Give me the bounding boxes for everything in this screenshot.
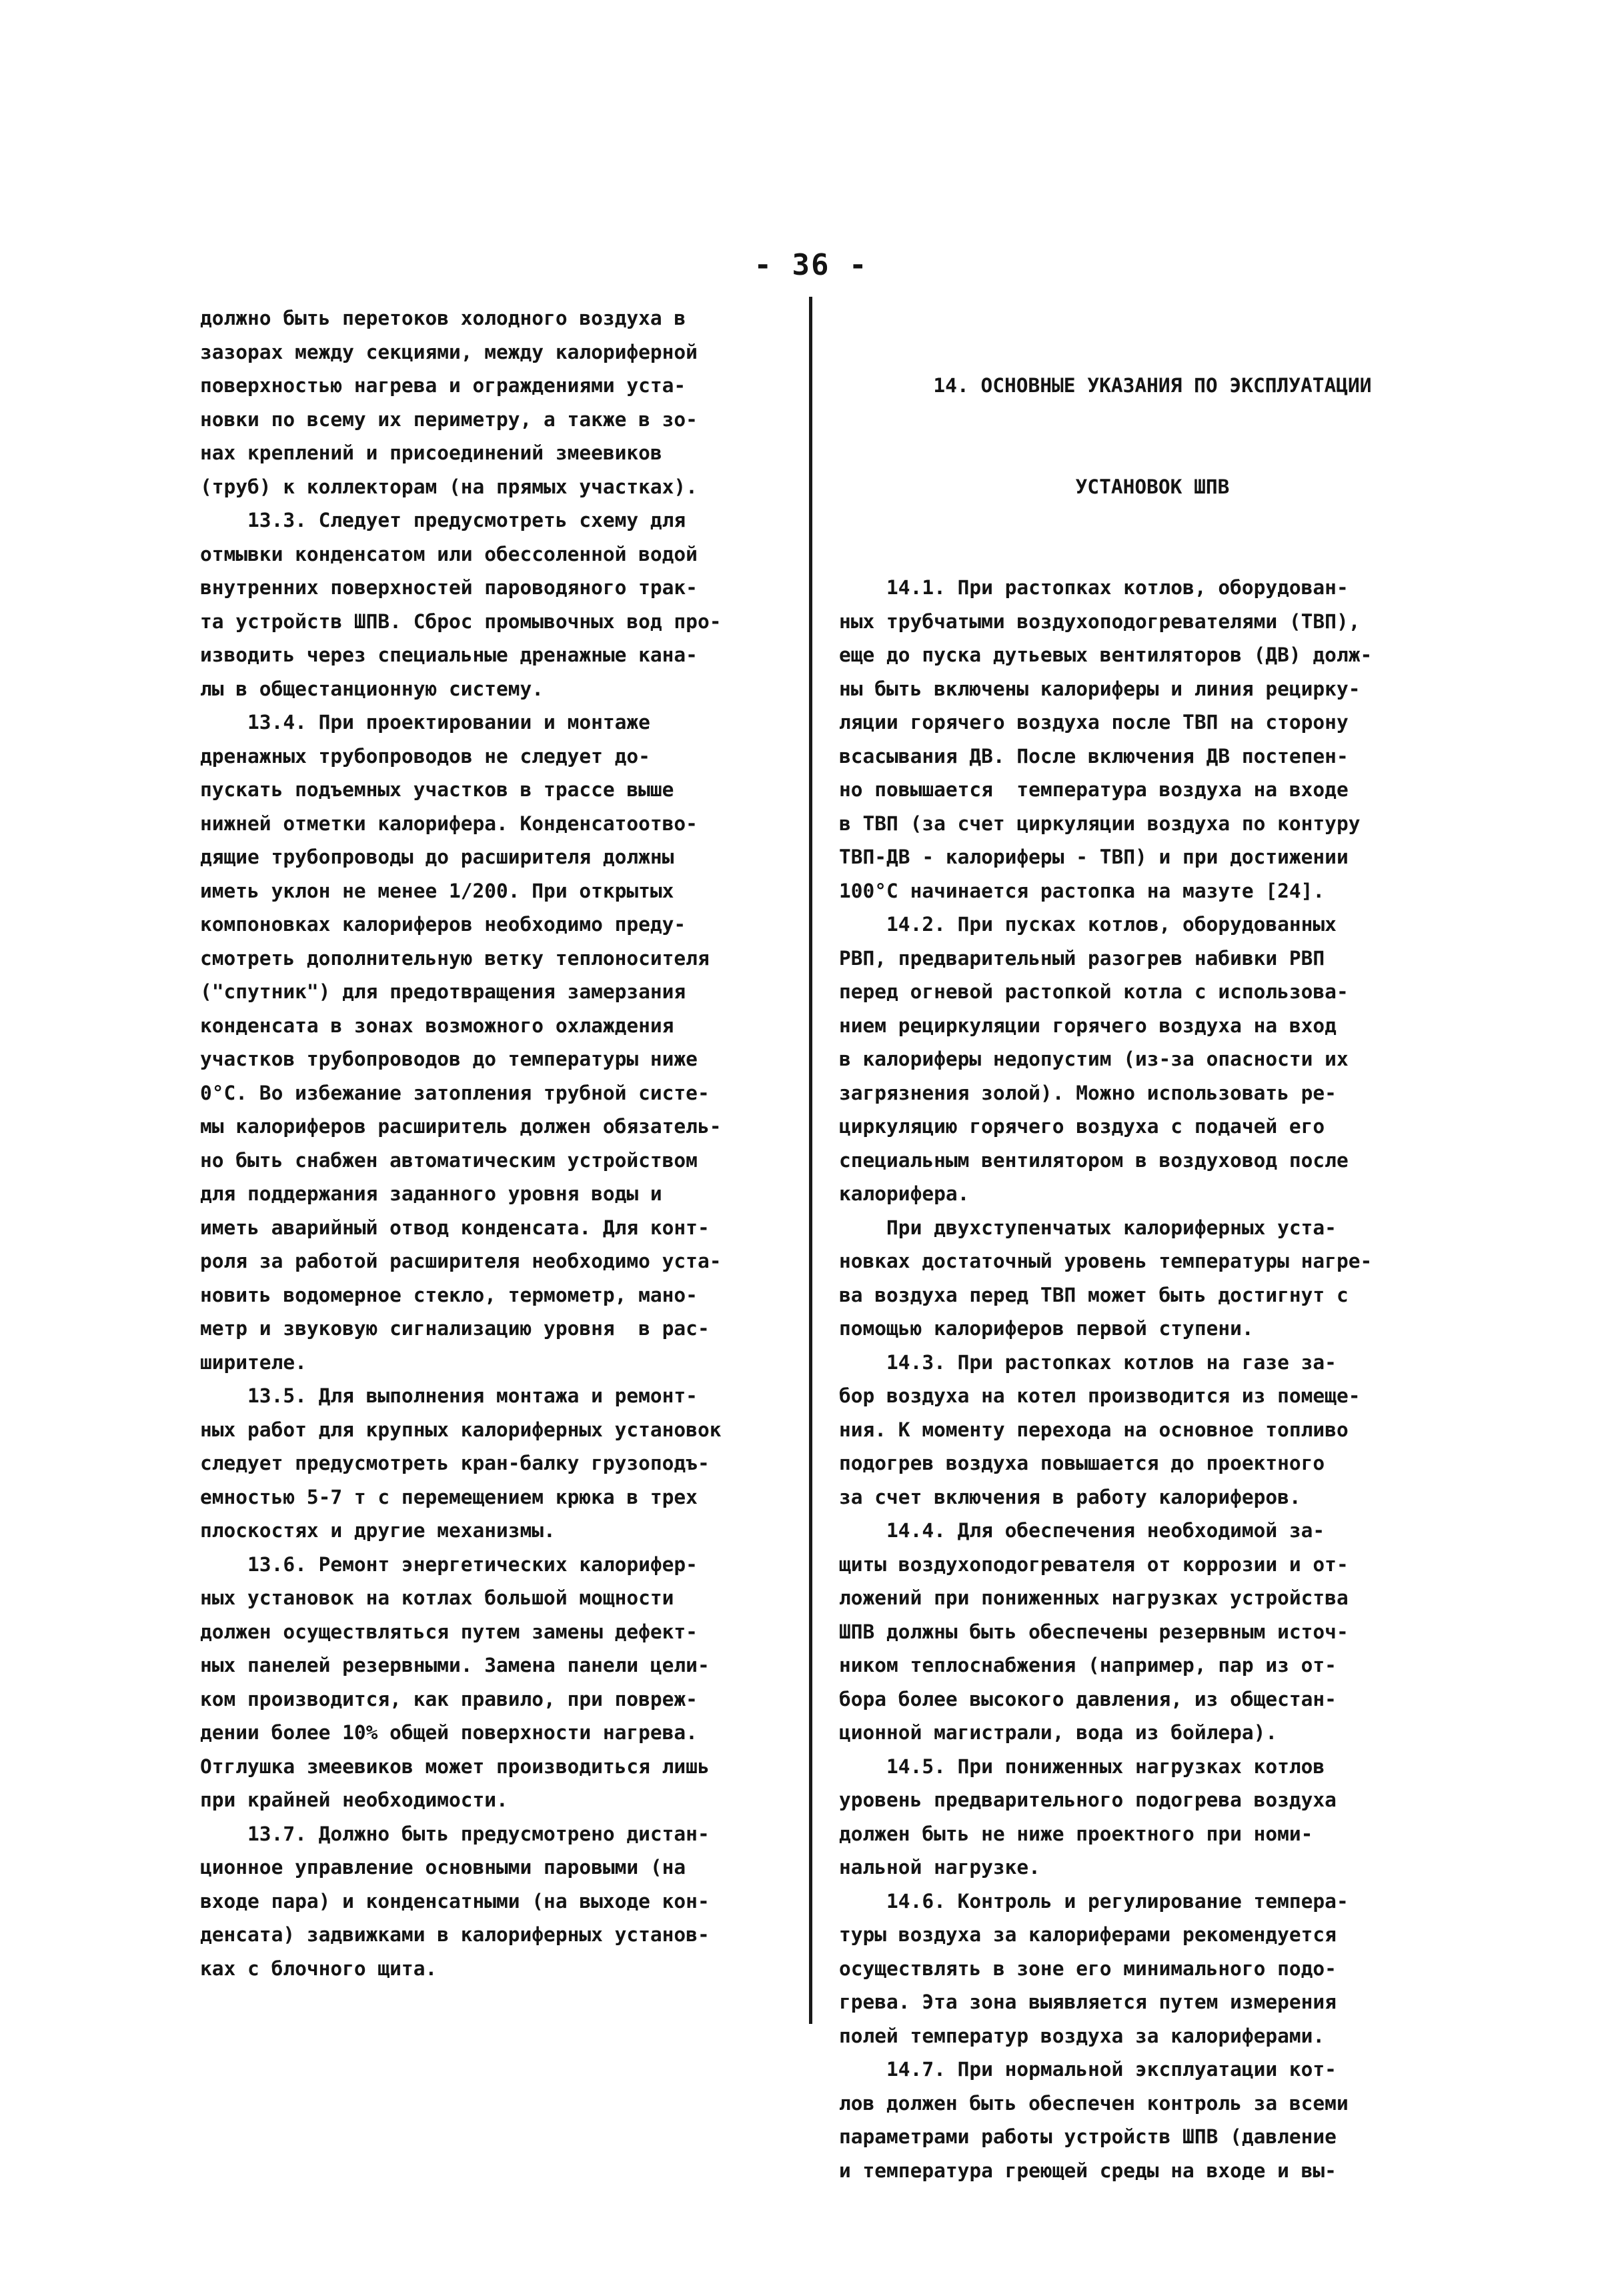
- text-line: дренажных трубопроводов не следует до-: [200, 744, 650, 768]
- text-line: пускать подъемных участков в трассе выше: [200, 778, 674, 801]
- text-line: ных работ для крупных калориферных установок: [200, 1418, 722, 1441]
- text-line: 13.4. При проектировании и монтаже: [200, 711, 650, 734]
- text-line: 14.1. При растопках котлов, оборудован-: [839, 576, 1349, 599]
- text-line: при крайней необходимости.: [200, 1789, 508, 1811]
- text-line: смотреть дополнительную ветку теплоносителя: [200, 946, 710, 970]
- text-line: 0°С. Во избежание затопления трубной систе-: [200, 1081, 710, 1104]
- text-line: уровень предварительного подогрева воздуха: [839, 1789, 1337, 1811]
- text-line: 14.4. Для обеспечения необходимой за-: [839, 1519, 1325, 1542]
- page-number: - 36 -: [754, 248, 868, 282]
- text-line: и температура греющей среды на входе и вы-: [839, 2159, 1337, 2182]
- text-line: 14.2. При пусках котлов, оборудованных: [839, 913, 1337, 936]
- text-line: 100°С начинается растопка на мазуте [24].: [839, 879, 1325, 902]
- text-line: При двухступенчатых калориферных уста-: [839, 1216, 1337, 1239]
- text-line: ционной магистрали, вода из бойлера).: [839, 1721, 1278, 1744]
- section-heading-line-1: 14. ОСНОВНЫЕ УКАЗАНИЯ ПО ЭКСПЛУАТАЦИИ: [933, 374, 1372, 397]
- text-line: конденсата в зонах возможного охлаждения: [200, 1014, 674, 1037]
- text-line: та устройств ШПВ. Сброс промывочных вод про-: [200, 610, 722, 633]
- text-line: зазорах между секциями, между калориферной: [200, 340, 698, 363]
- text-line: параметрами работы устройств ШПВ (давление: [839, 2125, 1337, 2148]
- text-line: в калориферы недопустим (из-за опасности их: [839, 1048, 1349, 1070]
- text-line: мы калориферов расширитель должен обязатель-: [200, 1115, 722, 1138]
- text-line: денсата) задвижками в калориферных установ-: [200, 1923, 710, 1946]
- text-line: в ТВП (за счет циркуляции воздуха по контуру: [839, 812, 1361, 835]
- text-line: метр и звуковую сигнализацию уровня в рас-: [200, 1317, 710, 1340]
- text-line: Отглушка змеевиков может производиться лишь: [200, 1755, 710, 1778]
- text-line: РВП, предварительный разогрев набивки РВП: [839, 946, 1325, 970]
- text-line: ных панелей резервными. Замена панели цели-: [200, 1654, 710, 1676]
- text-line: должно быть перетоков холодного воздуха в: [200, 307, 686, 329]
- text-line: бора более высокого давления, из общестан-: [839, 1687, 1337, 1710]
- text-line: осуществлять в зоне его минимального подо-: [839, 1957, 1337, 1980]
- text-line: изводить через специальные дренажные кана-: [200, 644, 698, 666]
- text-line: ком производится, как правило, при повреж-: [200, 1687, 698, 1710]
- text-line: ложений при пониженных нагрузках устройства: [839, 1586, 1349, 1609]
- text-line: полей температур воздуха за калориферами.: [839, 2024, 1325, 2047]
- text-line: новках достаточный уровень температуры нагре-: [839, 1250, 1373, 1272]
- section-heading-line-2: УСТАНОВОК ШПВ: [1075, 475, 1230, 498]
- text-line: щиты воздухоподогревателя от коррозии и от-: [839, 1552, 1349, 1576]
- right-column: [839, 301, 1466, 2221]
- text-line: ны быть включены калориферы и линия рецирку-: [839, 677, 1361, 700]
- text-line: за счет включения в работу калориферов.: [839, 1485, 1301, 1508]
- text-line: 13.6. Ремонт энергетических калорифер-: [200, 1552, 698, 1576]
- text-line: 14.6. Контроль и регулирование темпера-: [839, 1889, 1349, 1913]
- text-line: должен быть не ниже проектного при номи-: [839, 1822, 1313, 1845]
- text-line: ТВП-ДВ - калориферы - ТВП) и при достижении: [839, 846, 1349, 868]
- text-line: специальным вентилятором в воздуховод после: [839, 1148, 1349, 1172]
- text-line: нах креплений и присоединений змеевиков: [200, 441, 662, 464]
- text-line: грева. Эта зона выявляется путем измерения: [839, 1991, 1337, 2013]
- text-line: всасывания ДВ. После включения ДВ постепен-: [839, 744, 1349, 768]
- text-line: нижней отметки калорифера. Конденсатоотво-: [200, 812, 698, 835]
- text-line: дении более 10% общей поверхности нагрева.: [200, 1721, 698, 1744]
- column-divider: [809, 297, 812, 2024]
- text-line: циркуляцию горячего воздуха с подачей его: [839, 1115, 1325, 1138]
- text-line: помощью калориферов первой ступени.: [839, 1317, 1254, 1340]
- text-line: ляции горячего воздуха после ТВП на сторону: [839, 711, 1349, 734]
- text-line: ных трубчатыми воздухоподогревателями (ТВП),: [839, 610, 1361, 633]
- text-line: нием рециркуляции горячего воздуха на вход: [839, 1014, 1337, 1037]
- text-line: ния. К моменту перехода на основное топливо: [839, 1418, 1349, 1441]
- text-line: иметь уклон не менее 1/200. При открытых: [200, 879, 674, 902]
- text-line: следует предусмотреть кран-балку грузоподъ-: [200, 1452, 710, 1474]
- right-column-body: [839, 571, 1466, 2187]
- text-line: бор воздуха на котел производится из помеще-: [839, 1384, 1361, 1407]
- text-line: ционное управление основными паровыми (на: [200, 1856, 686, 1879]
- text-line: еще до пуска дутьевых вентиляторов (ДВ) долж-: [839, 644, 1373, 666]
- text-line: ва воздуха перед ТВП может быть достигнут с: [839, 1283, 1349, 1306]
- text-line: 13.7. Должно быть предусмотрено дистан-: [200, 1822, 710, 1845]
- text-line: загрязнения золой). Можно использовать ре-: [839, 1081, 1337, 1104]
- text-line: подогрев воздуха повышается до проектного: [839, 1452, 1325, 1474]
- text-line: новки по всему их периметру, а также в зо-: [200, 407, 698, 431]
- text-line: 13.5. Для выполнения монтажа и ремонт-: [200, 1384, 698, 1407]
- text-line: поверхностью нагрева и ограждениями уста-: [200, 374, 686, 397]
- text-line: 14.5. При пониженных нагрузках котлов: [839, 1755, 1325, 1778]
- text-line: туры воздуха за калориферами рекомендуется: [839, 1923, 1337, 1946]
- text-line: 13.3. Следует предусмотреть схему для: [200, 509, 686, 531]
- text-line: ("спутник") для предотвращения замерзания: [200, 980, 686, 1003]
- text-line: 14.7. При нормальной эксплуатации кот-: [839, 2058, 1337, 2081]
- text-line: ШПВ должны быть обеспечены резервным источ-: [839, 1620, 1349, 1643]
- text-line: лы в общестанционную систему.: [200, 677, 544, 700]
- text-line: лов должен быть обеспечен контроль за всеми: [839, 2091, 1349, 2115]
- text-line: входе пара) и конденсатными (на выходе кон-: [200, 1889, 710, 1913]
- text-line: ником теплоснабжения (например, пар из от-: [839, 1654, 1337, 1676]
- text-line: (труб) к коллекторам (на прямых участках).: [200, 475, 698, 498]
- left-column: [200, 301, 800, 1985]
- text-line: для поддержания заданного уровня воды и: [200, 1182, 662, 1205]
- text-line: ных установок на котлах большой мощности: [200, 1586, 674, 1609]
- text-line: калорифера.: [839, 1182, 970, 1205]
- text-line: роля за работой расширителя необходимо уста-: [200, 1250, 722, 1272]
- text-line: новить водомерное стекло, термометр, мано-: [200, 1283, 698, 1306]
- text-line: ширителе.: [200, 1350, 307, 1374]
- text-line: должен осуществляться путем замены дефект-: [200, 1620, 698, 1643]
- text-line: иметь аварийный отвод конденсата. Для конт-: [200, 1216, 710, 1239]
- text-line: емностью 5-7 т с перемещением крюка в трех: [200, 1485, 698, 1508]
- text-line: дящие трубопроводы до расширителя должны: [200, 846, 674, 868]
- text-line: но быть снабжен автоматическим устройством: [200, 1148, 698, 1172]
- text-line: нальной нагрузке.: [839, 1856, 1040, 1879]
- text-line: компоновках калориферов необходимо преду-: [200, 913, 686, 936]
- text-line: отмывки конденсатом или обессоленной водой: [200, 542, 698, 565]
- text-line: ках с блочного щита.: [200, 1957, 438, 1980]
- text-line: но повышается температура воздуха на входе: [839, 778, 1349, 801]
- text-line: перед огневой растопкой котла с использова-: [839, 980, 1349, 1003]
- text-line: плоскостях и другие механизмы.: [200, 1519, 556, 1542]
- text-line: 14.3. При растопках котлов на газе за-: [839, 1350, 1337, 1374]
- text-line: участков трубопроводов до температуры ниже: [200, 1048, 698, 1070]
- text-line: внутренних поверхностей пароводяного трак-: [200, 576, 698, 599]
